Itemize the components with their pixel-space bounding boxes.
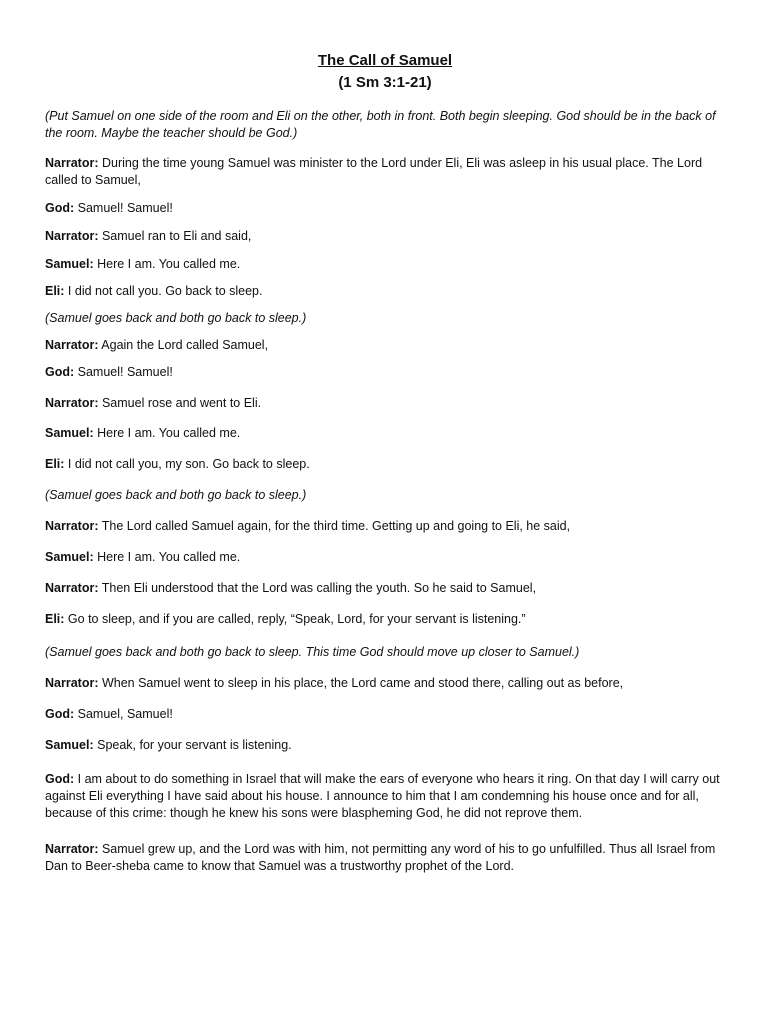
- speaker-label: Narrator:: [45, 156, 99, 170]
- line-text: Here I am. You called me.: [93, 426, 241, 440]
- script-line: [45, 518, 725, 535]
- script-line: [45, 611, 725, 628]
- script-line: [45, 841, 725, 875]
- direction-text: (Samuel goes back and both go back to sleep.): [45, 488, 307, 502]
- line-text: Here I am. You called me.: [93, 257, 241, 271]
- speaker-label: Samuel:: [45, 550, 94, 564]
- speaker-label: Narrator:: [45, 396, 99, 410]
- script-line: [45, 200, 725, 217]
- line-text: Speak, for your servant is listening.: [93, 738, 292, 752]
- script-line: [45, 364, 725, 381]
- line-text: I did not call you, my son. Go back to sleep.: [64, 457, 310, 471]
- line-text: Samuel! Samuel!: [74, 365, 173, 379]
- stage-direction: [45, 310, 725, 327]
- line-text: Samuel ran to Eli and said,: [98, 229, 252, 243]
- speaker-label: God:: [45, 707, 75, 721]
- line-text: Go to sleep, and if you are called, reply, “Speak, Lord, for your servant is listening.”: [64, 612, 526, 626]
- line-text: Samuel, Samuel!: [74, 707, 173, 721]
- speaker-label: God:: [45, 365, 75, 379]
- script-line: [45, 549, 725, 566]
- speaker-label: Narrator:: [45, 229, 99, 243]
- line-text: The Lord called Samuel again, for the third time. Getting up and going to Eli, he said,: [98, 519, 571, 533]
- speaker-label: Samuel:: [45, 426, 94, 440]
- script-line: [45, 283, 725, 300]
- speaker-label: Eli:: [45, 284, 65, 298]
- speaker-label: Samuel:: [45, 738, 94, 752]
- line-text: Here I am. You called me.: [93, 550, 241, 564]
- line-text: Samuel! Samuel!: [74, 201, 173, 215]
- stage-direction: [45, 644, 725, 661]
- script-line: [45, 580, 725, 597]
- stage-direction: [45, 108, 725, 142]
- speaker-label: Narrator:: [45, 519, 99, 533]
- script-line: [45, 395, 725, 412]
- direction-text: (Samuel goes back and both go back to sleep.): [45, 311, 307, 325]
- script-line: [45, 771, 725, 822]
- script-line: [45, 256, 725, 273]
- line-text: I am about to do something in Israel that will make the ears of everyone who hears it ring. On that day I will carry out against Eli everything I have said about his house. I announce to him that I am condemning his house once and for all, because of this crime: though he knew his sons were blaspheming God, he did not reprove them.: [45, 772, 720, 820]
- page-title: The Call of Samuel: [317, 52, 453, 69]
- line-text: Then Eli understood that the Lord was calling the youth. So he said to Samuel,: [98, 581, 537, 595]
- speaker-label: Narrator:: [45, 676, 99, 690]
- speaker-label: Eli:: [45, 612, 65, 626]
- script-line: [45, 456, 725, 473]
- speaker-label: God:: [45, 772, 75, 786]
- direction-text: (Samuel goes back and both go back to sleep. This time God should move up closer to Samuel.): [45, 645, 580, 659]
- speaker-label: Narrator:: [45, 581, 99, 595]
- direction-text: (Put Samuel on one side of the room and Eli on the other, both in front. Both begin sleeping. God should be in the back of the room. Maybe the teacher should be God.): [45, 109, 716, 140]
- script-line: [45, 228, 725, 245]
- speaker-label: Samuel:: [45, 257, 94, 271]
- line-text: When Samuel went to sleep in his place, the Lord came and stood there, calling out as before,: [98, 676, 624, 690]
- line-text: I did not call you. Go back to sleep.: [64, 284, 263, 298]
- document-page: [45, 50, 725, 875]
- speaker-label: Narrator:: [45, 338, 99, 352]
- script-line: [45, 425, 725, 442]
- script-line: [45, 706, 725, 723]
- page-subtitle: (1 Sm 3:1-21): [338, 74, 432, 91]
- line-text: Samuel rose and went to Eli.: [98, 396, 262, 410]
- line-text: Again the Lord called Samuel,: [98, 338, 269, 352]
- title-block: [45, 50, 725, 94]
- script-line: [45, 337, 725, 354]
- speaker-label: God:: [45, 201, 75, 215]
- speaker-label: Eli:: [45, 457, 65, 471]
- script-line: [45, 675, 725, 692]
- stage-direction: [45, 487, 725, 504]
- script-line: [45, 737, 725, 754]
- speaker-label: Narrator:: [45, 842, 99, 856]
- line-text: During the time young Samuel was minister to the Lord under Eli, Eli was asleep in his usual place. The Lord called to Samuel,: [45, 156, 703, 187]
- script-line: [45, 155, 725, 189]
- line-text: Samuel grew up, and the Lord was with him, not permitting any word of his to go unfulfilled. Thus all Israel from Dan to Beer-sheba came to know that Samuel was a trustworthy prophet of the Lord.: [45, 842, 716, 873]
